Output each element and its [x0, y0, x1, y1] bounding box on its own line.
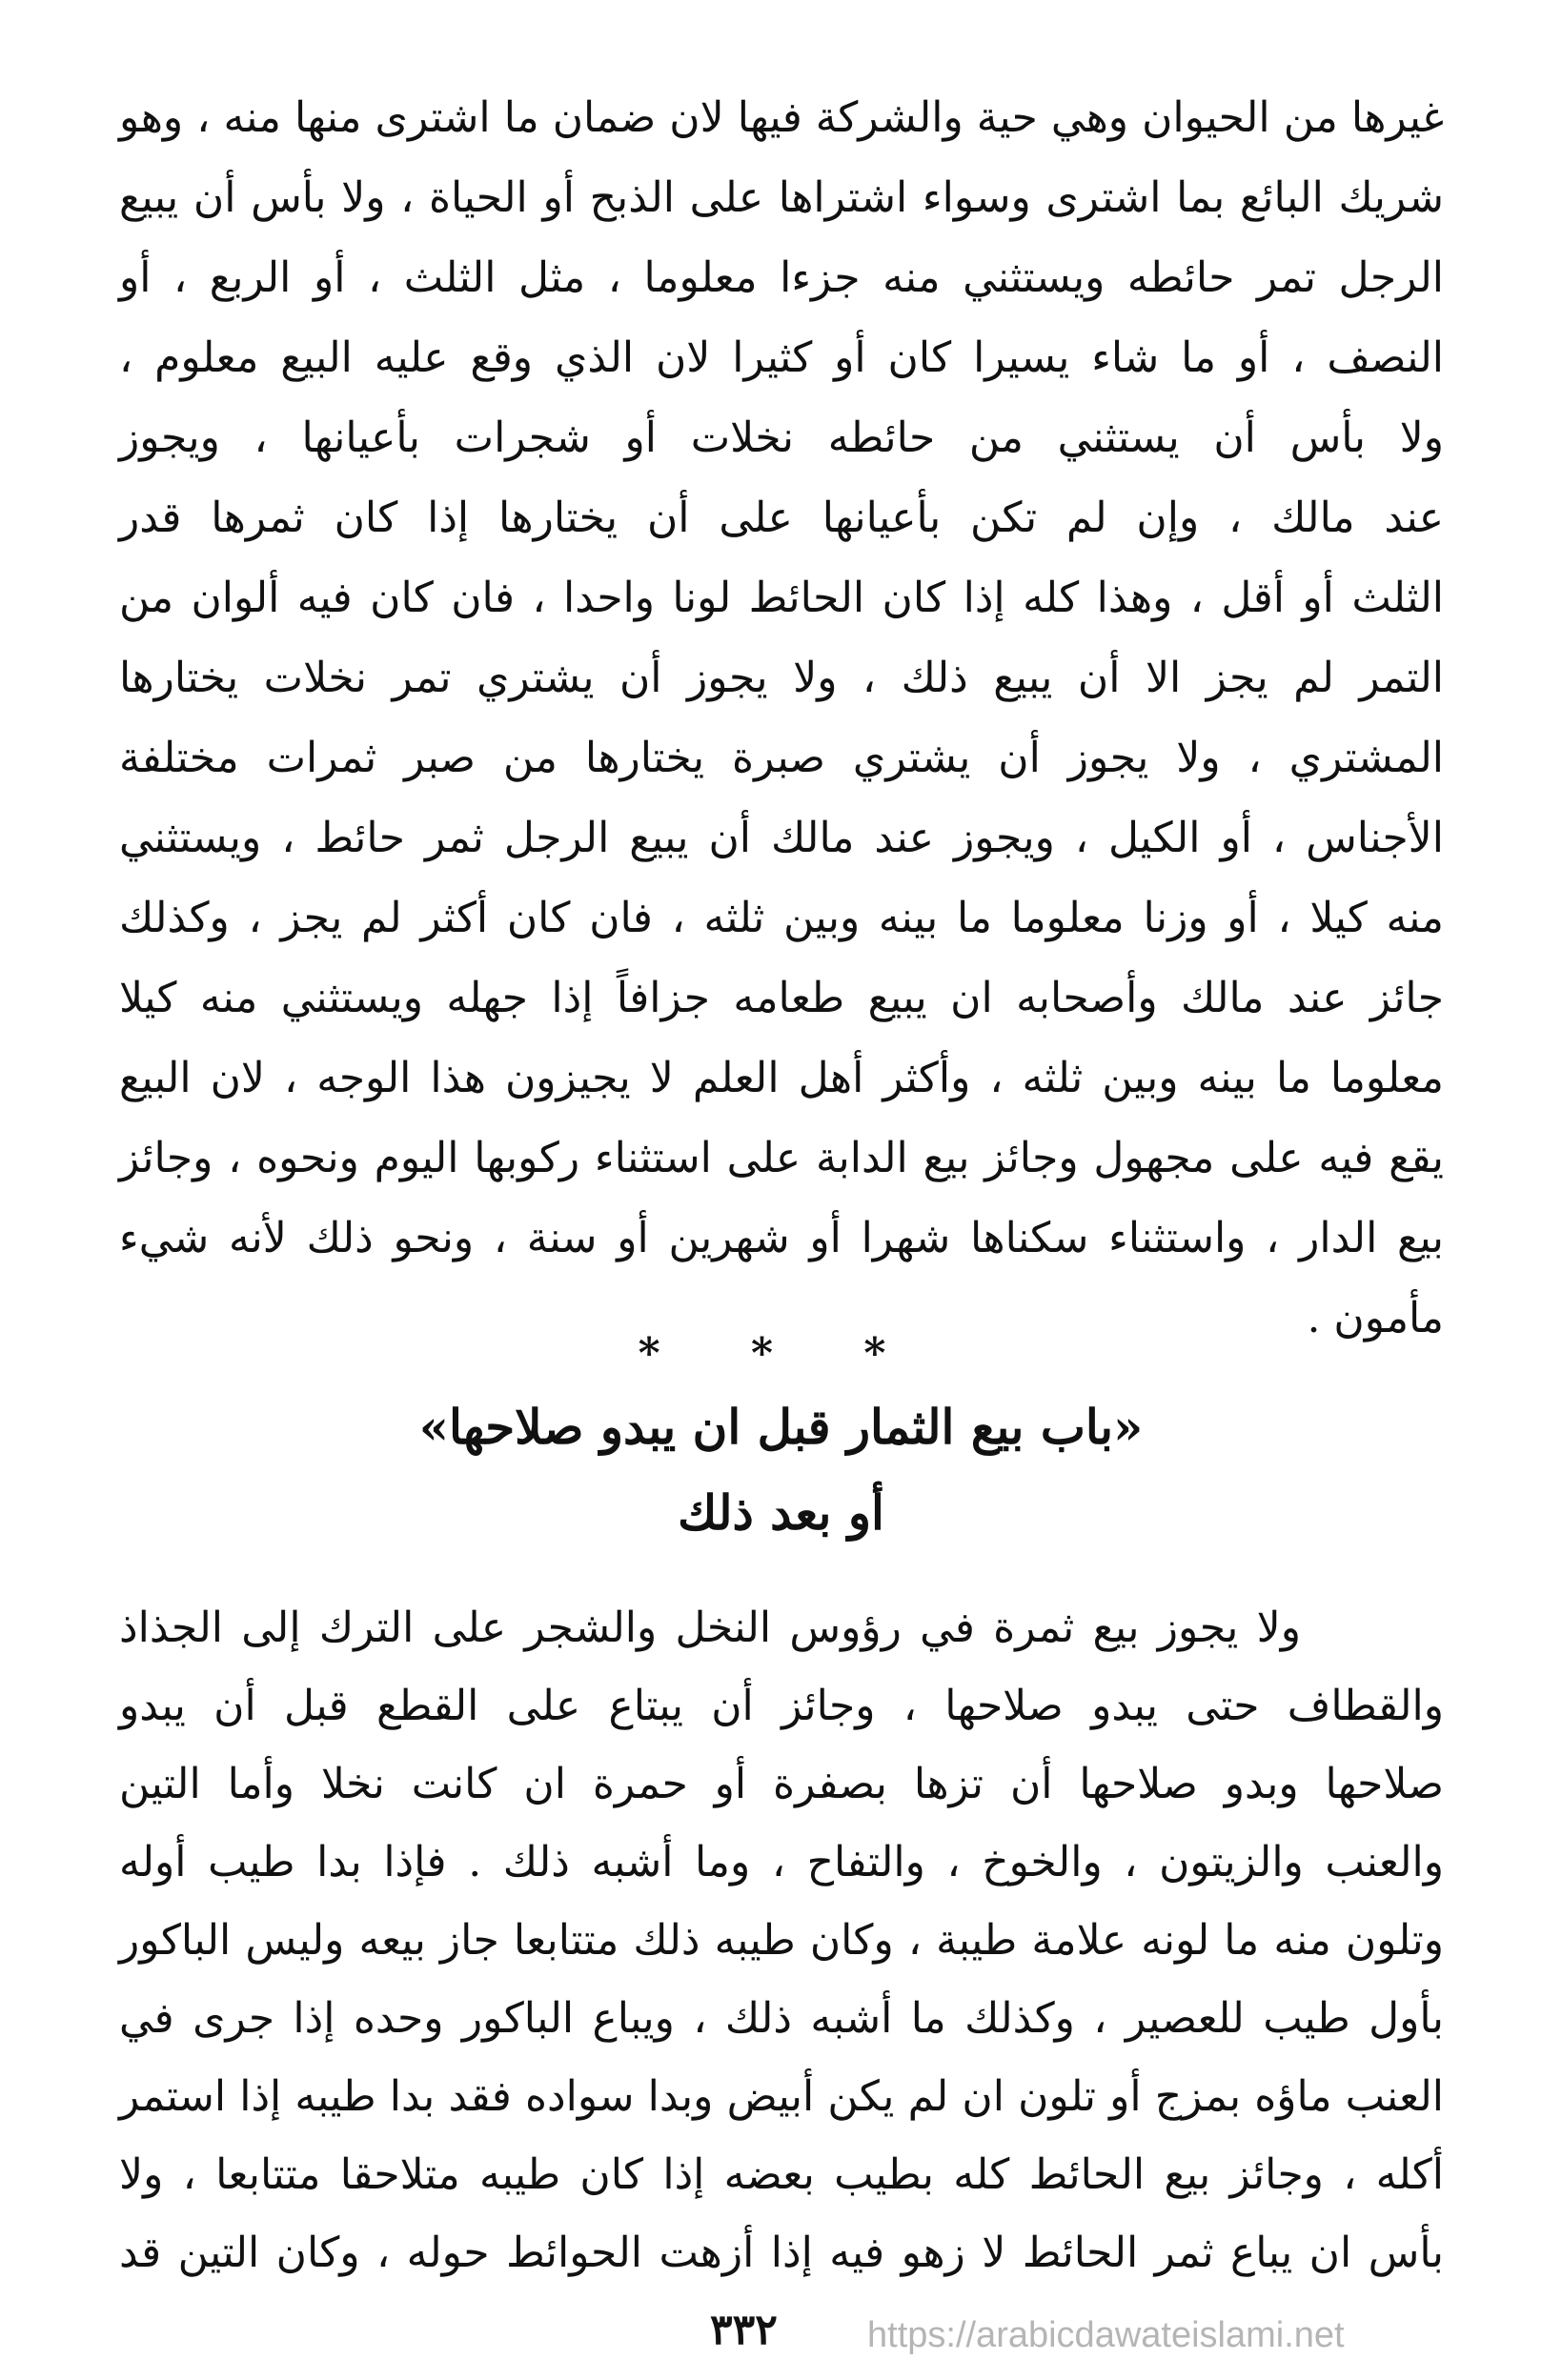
text-line: ولا بأس أن يستثني من حائطه نخلات أو شجرات بأعيانها ، ويجوز — [119, 413, 1444, 462]
text-line: معلوما ما بينه وبين ثلثه ، وأكثر أهل العلم لا يجيزون هذا الوجه ، لان البيع — [119, 1054, 1444, 1102]
paragraph-section-2 — [119, 1589, 1444, 2292]
text-line: الرجل تمر حائطه ويستثني منه جزءا معلوما ، مثل الثلث ، أو الربع ، أو — [119, 253, 1444, 302]
page-number: ٣٣٢ — [710, 2306, 778, 2354]
text-line: شريك البائع بما اشترى وسواء اشتراها على الذبح أو الحياة ، ولا بأس أن يبيع — [119, 173, 1444, 222]
chapter-subheading: أو بعد ذلك — [678, 1484, 884, 1541]
text-line: وتلون منه ما لونه علامة طيبة ، وكان طيبه ذلك متتابعا جاز بيعه وليس الباكور — [119, 1916, 1444, 1965]
text-line: التمر لم يجز الا أن يبيع ذلك ، ولا يجوز أن يشتري تمر نخلات يختارها — [119, 654, 1444, 702]
text-line: جائز عند مالك وأصحابه ان يبيع طعامه جزافاً إذا جهله ويستثني منه كيلا — [119, 974, 1444, 1022]
text-line: عند مالك ، وإن لم تكن بأعيانها على أن يختارها إذا كان ثمرها قدر — [119, 494, 1444, 542]
text-line: يقع فيه على مجهول وجائز بيع الدابة على استثناء ركوبها اليوم ونحوه ، وجائز — [119, 1134, 1444, 1182]
text-line: غيرها من الحيوان وهي حية والشركة فيها لان ضمان ما اشترى منها منه ، وهو — [119, 93, 1444, 142]
watermark-url: https://arabicdawateislami.net — [867, 2315, 1345, 2355]
section-separator: * * * — [638, 1329, 924, 1378]
text-line: أكله ، وجائز بيع الحائط كله بطيب بعضه إذا كان طيبه متلاحقا متتابعا ، ولا — [119, 2150, 1444, 2199]
text-line: منه كيلا ، أو وزنا معلوما ما بينه وبين ثلثه ، فان كان أكثر لم يجز ، وكذلك — [119, 894, 1444, 942]
text-line: مأمون . — [1307, 1294, 1444, 1342]
text-line: الثلث أو أقل ، وهذا كله إذا كان الحائط لونا واحدا ، فان كان فيه ألوان من — [119, 574, 1444, 622]
text-line: بأول طيب للعصير ، وكذلك ما أشبه ذلك ، ويباع الباكور وحده إذا جرى في — [119, 1994, 1444, 2043]
text-line: المشتري ، ولا يجوز أن يشتري صبرة يختارها من صبر ثمرات مختلفة — [119, 734, 1444, 782]
text-line: العنب ماؤه بمزج أو تلون ان لم يكن أبيض وبدا سواده فقد بدا طيبه إذا استمر — [119, 2072, 1444, 2121]
text-line: النصف ، أو ما شاء يسيرا كان أو كثيرا لان الذي وقع عليه البيع معلوم ، — [119, 333, 1444, 382]
chapter-heading: «باب بيع الثمار قبل ان يبدو صلاحها» — [418, 1399, 1144, 1455]
text-line: بيع الدار ، واستثناء سكناها شهرا أو شهرين أو سنة ، ونحو ذلك لأنه شيء — [119, 1214, 1444, 1262]
text-line: والعنب والزيتون ، والخوخ ، والتفاح ، وما أشبه ذلك . فإذا بدا طيب أوله — [119, 1838, 1444, 1886]
text-line: والقطاف حتى يبدو صلاحها ، وجائز أن يبتاع على القطع قبل أن يبدو — [119, 1682, 1444, 1730]
paragraph-section-1 — [119, 78, 1444, 1359]
text-line: ولا يجوز بيع ثمرة في رؤوس النخل والشجر على الترك إلى الجذاذ — [119, 1603, 1301, 1652]
text-line: بأس ان يباع ثمر الحائط لا زهو فيه إذا أزهت الحوائط حوله ، وكان التين قد — [119, 2229, 1444, 2277]
text-line: الأجناس ، أو الكيل ، ويجوز عند مالك أن يبيع الرجل ثمر حائط ، ويستثني — [119, 814, 1444, 862]
text-line: صلاحها وبدو صلاحها أن تزها بصفرة أو حمرة ان كانت نخلا وأما التين — [119, 1760, 1444, 1808]
